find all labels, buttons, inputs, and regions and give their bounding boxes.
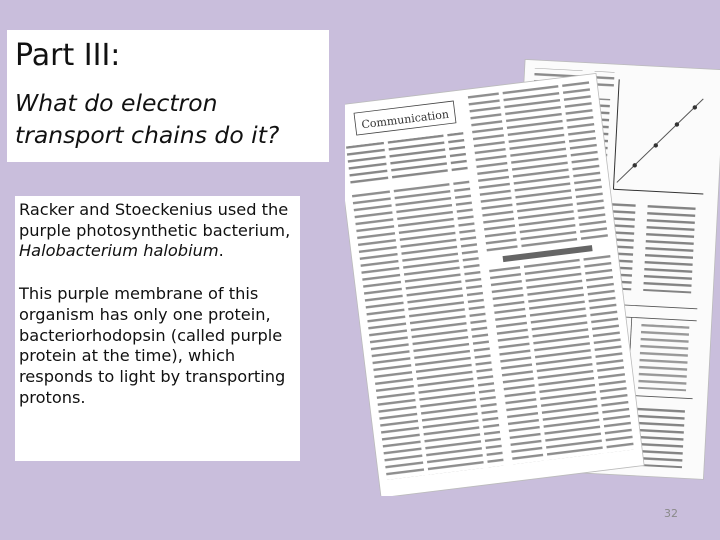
front-page: [345, 73, 644, 496]
title-box: [7, 30, 329, 162]
slide-title: Part III:: [15, 38, 121, 73]
journal-article-scan: [345, 56, 720, 496]
article-heading: Communication: [360, 107, 450, 132]
body-text-box: [15, 196, 300, 461]
slide-subtitle: What do electron transport chains do it?: [15, 89, 280, 150]
slide-number: 32: [664, 507, 678, 520]
paragraph-1: [15, 196, 300, 262]
species-name: Halobacterium halobium: [19, 241, 219, 261]
paragraph-1-end: .: [218, 241, 224, 261]
paragraph-1-text: Racker and Stoeckenius used the purple photosynthetic bacterium,: [19, 200, 291, 240]
paragraph-2: This purple membrane of this organism has only one protein, bacteriorhodopsin (called purple protein at the time), which responds to light by transporting protons.: [19, 284, 286, 407]
